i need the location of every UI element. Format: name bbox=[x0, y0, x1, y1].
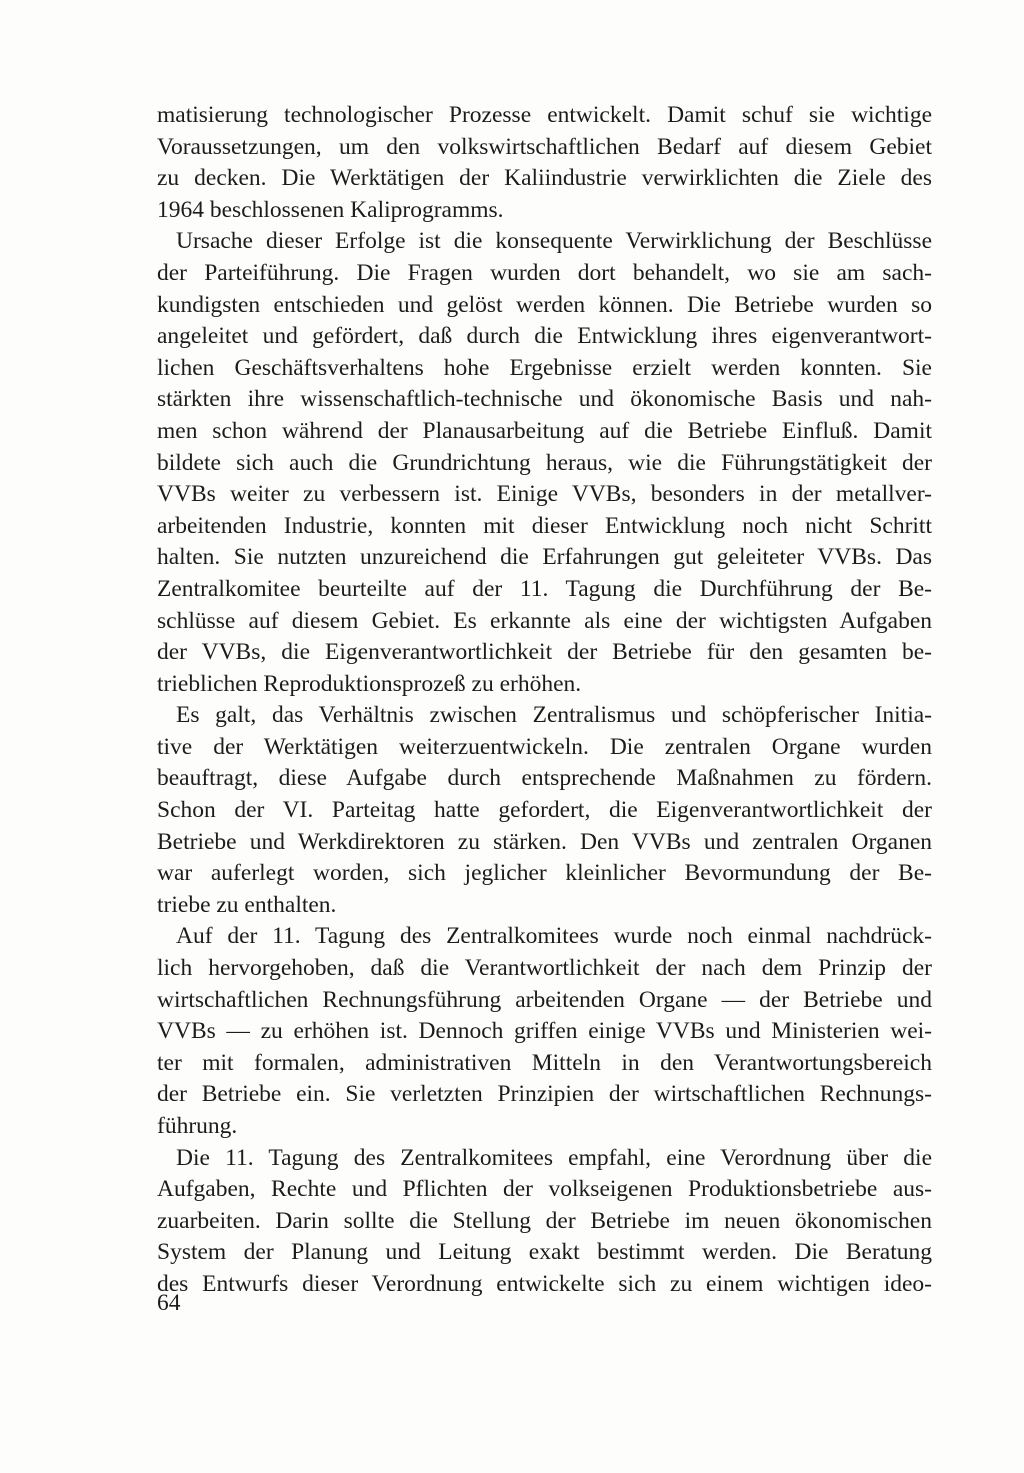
text-line: Auf der 11. Tagung des Zentralkomitees wurde noch einmal nachdrück- bbox=[176, 923, 932, 950]
text-line: lichen Geschäftsverhaltens hohe Ergebnisse erzielt werden konnten. Sie bbox=[157, 354, 932, 381]
text-line: beauftragt, diese Aufgabe durch entsprechende Maßnahmen zu fördern. bbox=[157, 765, 932, 792]
text-line: kundigsten entschieden und gelöst werden können. Die Betriebe wurden so bbox=[157, 291, 932, 318]
paragraph bbox=[157, 700, 932, 921]
body-text bbox=[157, 100, 932, 1301]
text-line: VVBs weiter zu verbessern ist. Einige VVBs, besonders in der metallver- bbox=[157, 481, 932, 508]
text-line: führung. bbox=[157, 1113, 238, 1139]
text-line: men schon während der Planausarbeitung auf die Betriebe Einfluß. Damit bbox=[157, 417, 932, 444]
text-line: matisierung technologischer Prozesse entwickelt. Damit schuf sie wichtige bbox=[157, 102, 932, 128]
text-line: System der Planung und Leitung exakt bestimmt werden. Die Beratung bbox=[157, 1239, 932, 1266]
text-line: Zentralkomitee beurteilte auf der 11. Tagung die Durchführung der Be- bbox=[157, 575, 932, 602]
text-line: Ursache dieser Erfolge ist die konsequente Verwirklichung der Beschlüsse bbox=[176, 228, 932, 255]
text-line: halten. Sie nutzten unzureichend die Erfahrungen gut geleiteter VVBs. Das bbox=[157, 544, 932, 571]
text-line: 1964 beschlossenen Kaliprogramms. bbox=[157, 196, 504, 223]
text-line: war auferlegt worden, sich jeglicher kleinlicher Bevormundung der Be- bbox=[157, 860, 932, 887]
text-line: bildete sich auch die Grundrichtung heraus, wie die Führungstätigkeit der bbox=[157, 449, 932, 476]
paragraph bbox=[157, 1143, 932, 1301]
text-line: lich hervorgehoben, daß die Verantwortlichkeit der nach dem Prinzip der bbox=[157, 955, 932, 982]
text-line: VVBs — zu erhöhen ist. Dennoch griffen einige VVBs und Ministerien wei- bbox=[157, 1018, 932, 1045]
paragraph bbox=[157, 921, 932, 1142]
text-line: Schon der VI. Parteitag hatte gefordert, die Eigenverantwortlichkeit der bbox=[157, 797, 932, 824]
text-line: der VVBs, die Eigenverantwortlichkeit der Betriebe für den gesamten be- bbox=[157, 639, 932, 666]
text-line: trieblichen Reproduktionsprozeß zu erhöhen. bbox=[157, 670, 582, 697]
text-line: Die 11. Tagung des Zentralkomitees empfahl, eine Verordnung über die bbox=[176, 1144, 932, 1171]
text-line: triebe zu enthalten. bbox=[157, 891, 337, 918]
text-line: tive der Werktätigen weiterzuentwickeln. Die zentralen Organe wurden bbox=[157, 733, 932, 760]
text-line: Es galt, das Verhältnis zwischen Zentralismus und schöpferischer Initia- bbox=[176, 702, 932, 729]
text-line: Aufgaben, Rechte und Pflichten der volkseigenen Produktionsbetriebe aus- bbox=[157, 1176, 932, 1203]
text-line: der Parteiführung. Die Fragen wurden dort behandelt, wo sie am sach- bbox=[157, 259, 932, 286]
text-line: Betriebe und Werkdirektoren zu stärken. Den VVBs und zentralen Organen bbox=[157, 828, 932, 855]
text-line: des Entwurfs dieser Verordnung entwickelte sich zu einem wichtigen ideo- bbox=[157, 1270, 932, 1297]
text-line: angeleitet und gefördert, daß durch die Entwicklung ihres eigenverantwort- bbox=[157, 323, 932, 350]
text-line: stärkten ihre wissenschaftlich-technische und ökonomische Basis und nah- bbox=[157, 386, 932, 413]
paragraph bbox=[157, 100, 932, 226]
text-line: ter mit formalen, administrativen Mitteln in den Verantwortungsbereich bbox=[157, 1049, 932, 1076]
page-number: 64 bbox=[157, 1290, 181, 1316]
text-line: arbeitenden Industrie, konnten mit dieser Entwicklung noch nicht Schritt bbox=[157, 512, 932, 539]
paragraph bbox=[157, 226, 932, 700]
text-line: zu decken. Die Werktätigen der Kaliindustrie verwirklichten die Ziele des bbox=[157, 165, 932, 192]
text-line: wirtschaftlichen Rechnungsführung arbeitenden Organe — der Betriebe und bbox=[157, 986, 932, 1013]
text-line: zuarbeiten. Darin sollte die Stellung der Betriebe im neuen ökonomischen bbox=[157, 1207, 932, 1234]
text-line: schlüsse auf diesem Gebiet. Es erkannte als eine der wichtigsten Aufgaben bbox=[157, 607, 932, 634]
text-line: der Betriebe ein. Sie verletzten Prinzipien der wirtschaftlichen Rechnungs- bbox=[157, 1081, 932, 1108]
text-line: Voraussetzungen, um den volkswirtschaftlichen Bedarf auf diesem Gebiet bbox=[157, 133, 932, 160]
